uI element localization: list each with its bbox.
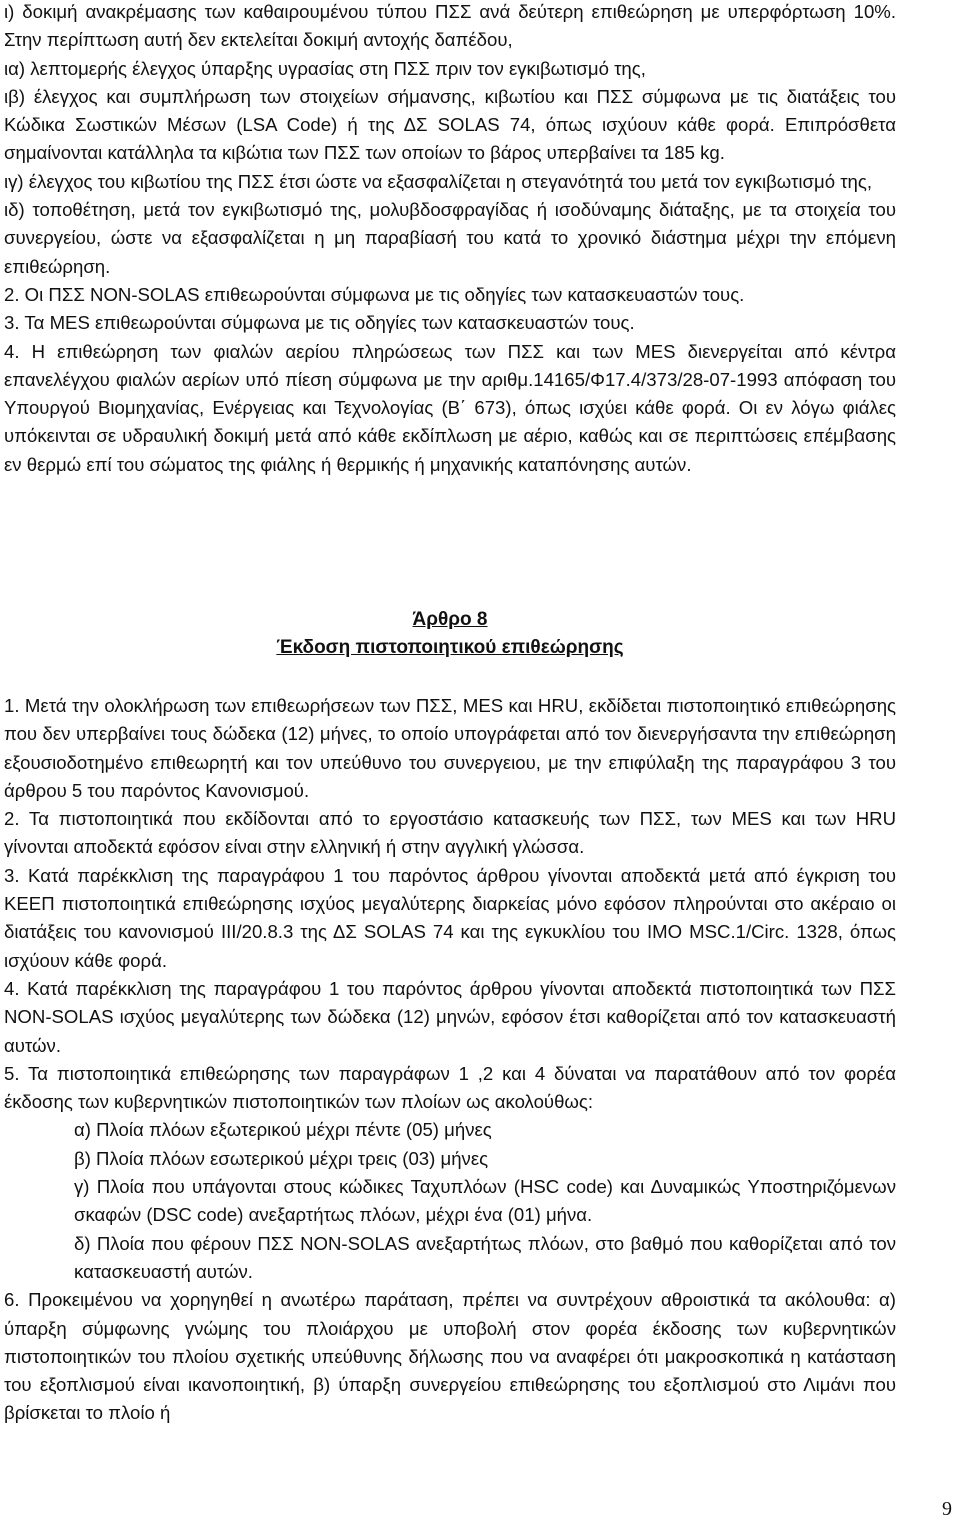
page-number: 9 (942, 1498, 952, 1520)
paragraph: 1. Μετά την ολοκλήρωση των επιθεωρήσεων των ΠΣΣ, MES και HRU, εκδίδεται πιστοποιητικό επιθεώρησης που δεν υπερβαίνει τους δώδεκα (12) μήνες, το οποίο υπογράφεται από τον διενεργήσαντα την επιθεώρηση εξουσιοδοτημένο επιθεωρητή και τον υπεύθυνο του συνεργειου, με την επιφύλαξη της παραγράφου 3 του άρθρου 5 του παρόντος Κανονισμού. (4, 695, 896, 801)
paragraph: ιδ) τοποθέτηση, μετά τον εγκιβωτισμό της, μολυβδοσφραγίδας ή ισοδύναμης διάταξης, με τα στοιχεία του συνεργείου, ώστε να εξασφαλίζεται η μη παραβίασή του κατά το χρονικό διάστημα μέχρι την επόμενη επιθεώρηση. (4, 199, 896, 277)
paragraph: 6. Προκειμένου να χορηγηθεί η ανωτέρω παράταση, πρέπει να συντρέχουν αθροιστικά τα ακόλουθα: α) ύπαρξη σύμφωνης γνώμης του πλοιάρχου με υποβολή στον φορέα έκδοσης των κυβερνητικών πιστοποιητικών του πλοίου σχετικής υπεύθυνης δήλωσης που να αναφέρει ότι μακροσκοπικά η κατάσταση του εξοπλισμού είναι ικανοποιητική, β) ύπαρξη συνεργείου επιθεώρησης του εξοπλισμού στο Λιμάνι που βρίσκεται το πλοίο ή (4, 1289, 896, 1424)
paragraph: 3. Κατά παρέκκλιση της παραγράφου 1 του παρόντος άρθρου γίνονται αποδεκτά μετά από έγκριση του ΚΕΕΠ πιστοποιητικά επιθεώρησης ισχύος μεγαλύτερης διαρκείας μόνο εφόσον πληρούνται στο ακέραιο οι διατάξεις του κανονισμού ΙΙΙ/20.8.3 της ΔΣ SOLAS 74 και της εγκυκλίου του IMO MSC.1/Circ. 1328, όπως ισχύουν κάθε φορά. (4, 864, 896, 971)
paragraph-group-top (4, 0, 896, 479)
paragraph: 4. Κατά παρέκκλιση της παραγράφου 1 του παρόντος άρθρου γίνονται αποδεκτά πιστοποιητικά των ΠΣΣ NON-SOLAS ισχύος μεγαλύτερης των δώδεκα (12) μηνών, εφόσον έτσι καθορίζεται από τον κατασκευαστή αυτών. (4, 977, 896, 1056)
list-item: β) Πλοία πλόων εσωτερικού μέχρι τρεις (03) μήνες (74, 1147, 489, 1169)
article-number: Άρθρο 8 (412, 609, 488, 630)
article-title: Έκδοση πιστοποιητικού επιθεώρησης (276, 637, 624, 658)
paragraph: ι) δοκιμή ανακρέμασης των καθαιρουμένου τύπου ΠΣΣ ανά δεύτερη επιθεώρηση με υπερφόρτωση 10%. Στην περίπτωση αυτή δεν εκτελείται δοκιμή αντοχής δαπέδου, (4, 1, 896, 51)
paragraph: ιβ) έλεγχος και συμπλήρωση των στοιχείων σήμανσης, κιβωτίου και ΠΣΣ σύμφωνα με τις διατάξεις του Κώδικα Σωστικών Μέσων (LSA Code) ή της ΔΣ SOLAS 74, όπως ισχύουν κάθε φορά. Επιπρόσθετα σημαίνονται κατάλληλα τα κιβώτια των ΠΣΣ των οποίων το βάρος υπερβαίνει τα 185 kg. (4, 85, 896, 164)
paragraph: 2. Τα πιστοποιητικά που εκδίδονται από το εργοστάσιο κατασκευής των ΠΣΣ, των MES και των HRU γίνονται αποδεκτά εφόσον είναι στην ελληνική ή στην αγγλική γλώσσα. (4, 808, 896, 858)
paragraph-group-body (4, 692, 896, 1428)
list-item: δ) Πλοία που φέρουν ΠΣΣ NON-SOLAS ανεξαρτήτως πλόων, στο βαθμό που καθορίζεται από τον κατασκευαστή αυτών. (74, 1232, 896, 1282)
paragraph: 5. Τα πιστοποιητικά επιθεώρησης των παραγράφων 1 ,2 και 4 δύναται να παρατάθουν από τον φορέα έκδοσης των κυβερνητικών πιστοποιητικών των πλοίων ως ακολούθως: (4, 1062, 896, 1113)
paragraph: 2. Οι ΠΣΣ NON-SOLAS επιθεωρούνται σύμφωνα με τις οδηγίες των κατασκευαστών τους. (4, 283, 745, 305)
paragraph: ια) λεπτομερής έλεγχος ύπαρξης υγρασίας στη ΠΣΣ πριν τον εγκιβωτισμό της, (4, 57, 646, 79)
paragraph: ιγ) έλεγχος του κιβωτίου της ΠΣΣ έτσι ώστε να εξασφαλίζεται η στεγανότητά του μετά τον εγκιβωτισμό της, (4, 170, 873, 192)
list-item: α) Πλοία πλόων εξωτερικού μέχρι πέντε (05) μήνες (74, 1119, 492, 1141)
paragraph: 3. Τα MES επιθεωρούνται σύμφωνα με τις οδηγίες των κατασκευαστών τους. (4, 312, 635, 334)
list-item: γ) Πλοία που υπάγονται στους κώδικες Ταχυπλόων (HSC code) και Δυναμικώς Υποστηριζόμενων σκαφών (DSC code) ανεξαρτήτως πλόων, μέχρι ένα (01) μήνα. (74, 1176, 896, 1226)
paragraph: 4. Η επιθεώρηση των φιαλών αερίου πληρώσεως των ΠΣΣ και των MES διενεργείται από κέντρα επανελέγχου φιαλών αερίων υπό πίεση σύμφωνα με την αριθμ.14165/Φ17.4/373/28-07-1993 απόφαση του Υπουργού Βιομηχανίας, Ενέργειας και Τεχνολογίας (Β΄ 673), όπως ισχύει κάθε φορά. Οι εν λόγω φιάλες υπόκεινται σε υδραυλική δοκιμή μετά από κάθε εκδίπλωση με αέριο, καθώς και σε περιπτώσεις επέμβασης εν θερμώ επί του σώματος της φιάλης ή θερμικής ή μηχανικής καταπόνησης αυτών. (4, 340, 896, 475)
